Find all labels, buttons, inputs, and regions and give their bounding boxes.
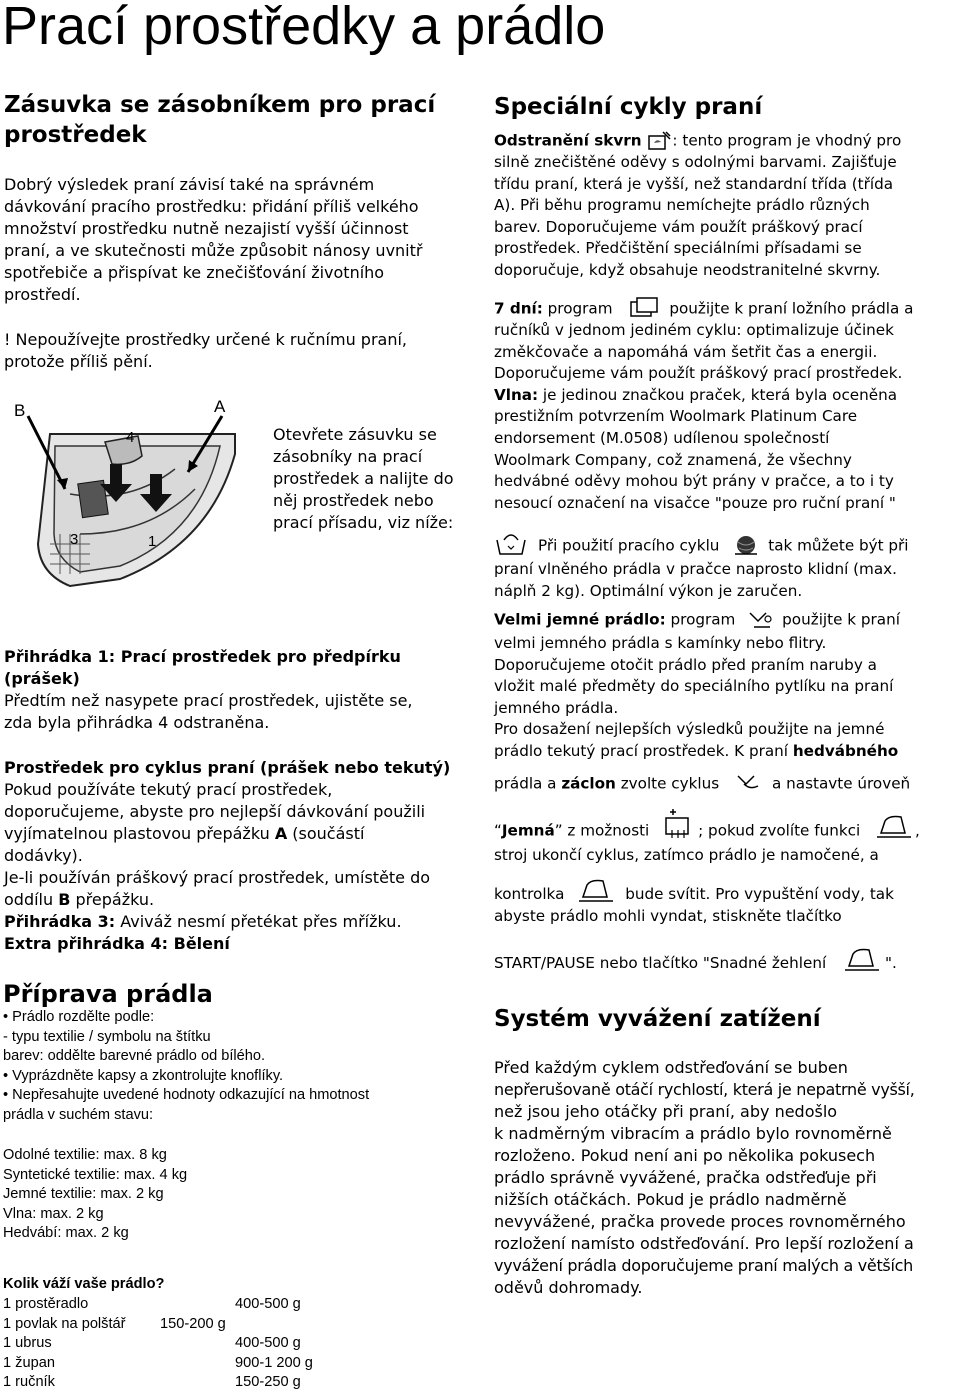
special-cycles-heading: Speciální cykly praní [494, 94, 763, 120]
easy-iron-icon [577, 873, 615, 903]
very-delicate-icon [746, 609, 776, 631]
stain-removal-icon [646, 130, 672, 152]
weights-title: Kolik váží vaše prádlo? [3, 1276, 165, 1292]
detergent-drawer-illustration [10, 394, 260, 604]
compartment1-text: Předtím než nasypete prací prostředek, ujistěte se, zda byla přihrádka 4 odstraněna. [4, 691, 413, 732]
table-row: 1 prostěradlo 400-500 g [3, 1296, 301, 1312]
stop-line: stroj ukončí cyklus, zatímco prádlo je namočené, a [494, 846, 879, 864]
gentle-option-icon [658, 808, 698, 842]
easy-iron-icon [875, 809, 913, 839]
easy-iron-button-icon [843, 942, 881, 972]
intro-paragraph: Dobrý výsledek praní závisí také na správném dávkování pracího prostředku: přidání příliš velkého množství prostředku nutně nezajistí vyšší účinnost praní, a ve skutečnosti může způsobit nánosy uvnitř spotřebiče a přispívat ke znečišťování životního prostředí. [4, 175, 423, 304]
table-row: 1 povlak na polštář 150-200 g [3, 1315, 226, 1332]
drain-line: abyste prádlo mohli vyndat, stiskněte tlačítko [494, 907, 842, 925]
seven-days-icon [623, 296, 663, 322]
curtain-line: prádla a záclon zvolte cyklus a nastavte úroveň [494, 772, 910, 796]
label-1: 1 [148, 533, 157, 550]
drawer-heading-line1: Zásuvka se zásobníkem pro prací [4, 92, 436, 118]
compartment1-title: Přihrádka 1: Prací prostředek pro předpírku (prášek) [4, 647, 401, 688]
open-drawer-paragraph: Otevřete zásuvku se zásobníky na prací prostředek a nalijte do něj prostředek nebo prací přísadu, viz níže: [273, 425, 454, 532]
gentle-line: “Jemná” z možnosti ; pokud zvolíte funkci , [494, 820, 920, 842]
delicate-paragraph: Velmi jemné prádlo: program použijte k praní velmi jemného prádla s kamínky nebo flitry. Doporučujeme otočit prádlo před praním naruby a vložit malé předměty do speciálního pytlíku na praní jemného prádla. Pro dosažení nejlepších výsledků použijte na jemné prádlo tekutý prací prostředek. K praní hedvábného [494, 610, 900, 760]
page-title: Prací prostředky a prádlo [2, 0, 606, 56]
prep-list: • Prádlo rozdělte podle: - typu textilie / symbolu na štítku barev: oddělte barevné prádlo od bílého. • Vyprázdněte kapsy a zkontrolujte knoflíky. • Nepřesahujte uvedené hodnoty odkazující na hmotnost prádla v suchém stavu: [3, 1009, 370, 1123]
label-3: 3 [70, 531, 79, 548]
indicator-line: kontrolka bude svítit. Pro vypuštění vody, tak [494, 884, 894, 906]
weight-limits: Odolné textilie: max. 8 kg Syntetické textilie: max. 4 kg Jemné textilie: max. 2 kg Vlna: max. 2 kg Hedvábí: max. 2 kg [3, 1147, 188, 1242]
balance-heading: Systém vyvážení zatížení [494, 1006, 821, 1032]
drawer-heading-line2: prostředek [4, 122, 147, 148]
table-row: 1 ubrus 400-500 g [3, 1335, 301, 1352]
table-row: 1 župan 900-1 200 g [3, 1354, 313, 1371]
wool-ball-icon [732, 534, 760, 558]
weights-table [3, 1295, 343, 1393]
label-4: 4 [126, 429, 135, 446]
table-row: 1 ručník 150-250 g [3, 1374, 301, 1391]
warning-paragraph: ! Nepoužívejte prostředky určené k ručnímu praní, protože příliš pění. [4, 330, 408, 371]
main-wash-section: Prostředek pro cyklus praní (prášek nebo tekutý) Pokud používáte tekutý prací prostředek, doporučujeme, abyste pro nejlepší dávkování použili vyjímatelnou plastovou přepážku A (součástí dodávky). Je-li používán práškový prací prostředek, umístěte do oddílu B přepážku. Přihrádka 3: Aviváž nesmí přetékat přes mřížku. Extra přihrádka 4: Bělení [4, 758, 451, 953]
start-pause-line: START/PAUSE nebo tlačítko "Snadné žehlení ". [494, 953, 897, 975]
wool-paragraph: Při použití pracího cyklu tak můžete být při praní vlněného prádla v pračce naprosto klidní (max. náplň 2 kg). Optimální výkon je zaručen. [494, 532, 954, 602]
prep-heading: Příprava prádla [3, 980, 213, 1008]
label-a: A [214, 397, 226, 416]
woolmark-icon [494, 532, 528, 560]
silk-curtain-icon [734, 772, 762, 796]
stain-removal-paragraph: Odstranění skvrn : tento program je vhodný pro silně znečištěné oděvy s odolnými barvami. Zajišťuje třídu praní, která je vyšší, než standardní třída (třída A). Při běhu programu nemíchejte prádlo různých barev. Doporučujeme vám použít práškový prací prostředek. Předčištění speciálními přísadami se doporučuje, když obsahuje neodstranitelné skvrny. [494, 131, 902, 280]
balance-paragraph: Před každým cyklem odstřeďování se buben nepřerušovaně otáčí rychlostí, která je nepatrně vyšší, než jsou jeho otáčky při praní, aby nedošlo k nadměrným vibracím a prádlo bylo rovnoměrně rozloženo. Pokud není ani po několika pokusech prádlo správně vyvážené, pračka odstřeďuje při nižších otáčkách. Pokud je prádlo nadměrně nevyvážené, pračka provede proces rovnoměrného rozložení namísto odstřeďování. Pro lepší rozložení a vyvážení prádla doporučujeme praní malých a větších oděvů dohromady. [494, 1058, 915, 1297]
seven-days-paragraph: 7 dní: program použijte k praní ložního prádla a ručníků v jednom jediném cyklu: optimalizuje účinek změkčovače a napomáhá vám šetřit čas a energii. Doporučujeme vám použít práškový prací prostředek. Vlna: je jedinou značkou praček, která byla oceněna prestižním potvrzením Woolmark Platinum Care endorsement (M.0508) udílenou společností Woolmark Company, což znamená, že všechny hedvábné oděvy mohou být prány v pračce, a to i ty nesoucí označení na visačce "pouze pro ruční praní " [494, 296, 954, 514]
label-b: B [14, 401, 26, 420]
